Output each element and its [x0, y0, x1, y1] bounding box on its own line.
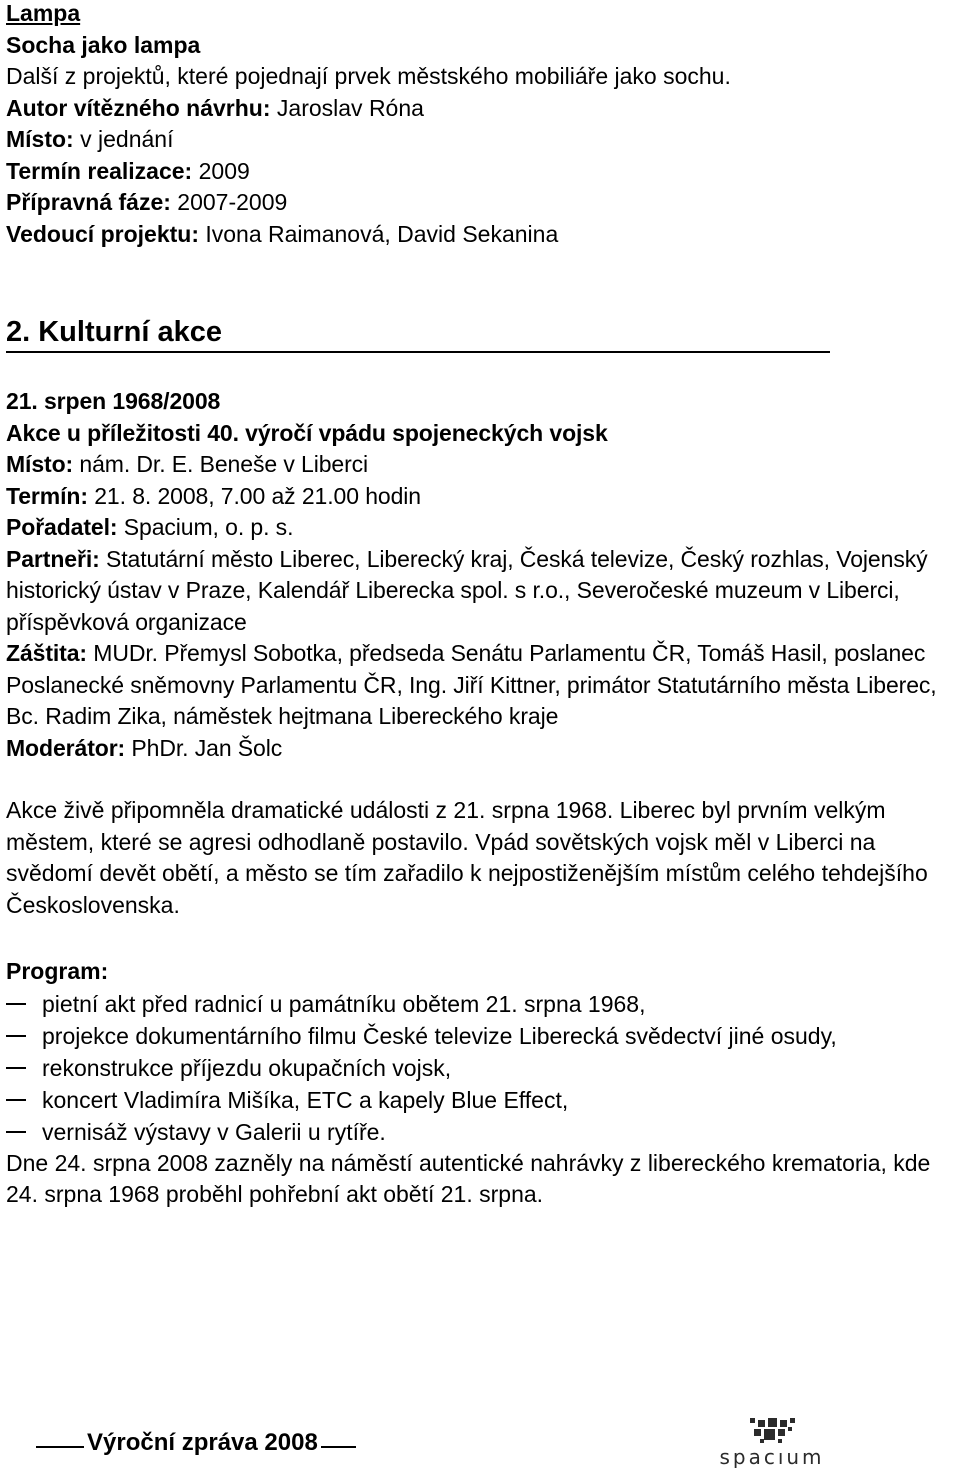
event-time-value: 21. 8. 2008, 7.00 až 21.00 hodin: [87, 482, 421, 509]
info-value: v jednání: [73, 126, 174, 152]
program-item: [6, 988, 951, 1020]
event-partners: [6, 544, 951, 639]
event-occasion: Akce u příležitosti 40. výročí vpádu spojeneckých vojsk: [6, 419, 608, 446]
event-partners-label: Partneři:: [6, 545, 100, 572]
event-time-label: Termín:: [6, 482, 88, 509]
lampa-intro: Další z projektů, které pojednají prvek městského mobiliáře jako sochu.: [6, 63, 731, 89]
program-item-text: rekonstrukce příjezdu okupačních vojsk,: [42, 1054, 452, 1081]
footer-report-title: Výroční zpráva 2008: [84, 1428, 321, 1458]
program-block: [6, 956, 951, 1211]
dash-bullet-icon: [6, 1003, 26, 1005]
event-patronage-value: MUDr. Přemysl Sobotka, předseda Senátu Parlamentu ČR, Tomáš Hasil, poslanec Poslanecké sněmovny Parlamentu ČR, Ing. Jiří Kittner, primátor Statutárního města Liberec, Bc. Radim Zika, náměstek hejtmana Libereckého kraje: [6, 640, 937, 729]
info-row-place: [6, 124, 956, 156]
event-place-value: nám. Dr. E. Beneše v Liberci: [73, 451, 369, 477]
info-row-preparation: [6, 187, 956, 219]
info-value: Jaroslav Róna: [270, 94, 424, 121]
event-moderator: [6, 733, 951, 765]
program-closing: Dne 24. srpna 2008 zazněly na náměstí autentické nahrávky z libereckého krematoria, kde 24. srpna 1968 proběhl pohřební akt obětí 21. srpna.: [6, 1149, 931, 1207]
info-row-realization: [6, 156, 956, 188]
info-value: 2007-2009: [170, 189, 288, 215]
spacium-logo-icon: [700, 1418, 845, 1468]
event-description: Akce živě připomněla dramatické události z 21. srpna 1968. Liberec byl prvním velkým městem, které se agresi odhodlaně postavilo. Vpád sovětských vojsk měl v Liberci na svědomí devět obětí, a město se tím zařadilo k nejpostiženějším místům celého tehdejšího Československa.: [6, 797, 928, 918]
info-row-leader: [6, 219, 956, 251]
event-moderator-value: PhDr. Jan Šolc: [125, 734, 283, 761]
program-item: [6, 1020, 951, 1052]
event-place: [6, 449, 951, 481]
lampa-heading: Lampa: [6, 0, 81, 26]
event-date-title: 21. srpen 1968/2008: [6, 388, 221, 414]
dash-bullet-icon: [6, 1067, 26, 1069]
event-place-label: Místo:: [6, 451, 74, 477]
program-item: [6, 1116, 951, 1148]
event-organizer: [6, 512, 951, 544]
program-item-text: pietní akt před radnicí u památníku obětem 21. srpna 1968,: [42, 990, 646, 1017]
info-value: Ivona Raimanová, David Sekanina: [198, 220, 559, 247]
logo-text: spacıum: [719, 1445, 825, 1468]
info-label: Přípravná fáze:: [6, 189, 171, 215]
program-item-text: koncert Vladimíra Mišíka, ETC a kapely Blue Effect,: [42, 1086, 569, 1113]
page-footer: [0, 1418, 960, 1468]
event-moderator-label: Moderátor:: [6, 734, 126, 761]
program-item: [6, 1052, 951, 1084]
dash-bullet-icon: [6, 1099, 26, 1101]
program-item-text: projekce dokumentárního filmu České televize Liberecká svědectví jiné osudy,: [42, 1022, 837, 1049]
program-item: [6, 1084, 951, 1116]
info-row-author: [6, 93, 956, 125]
program-item-text: vernisáž výstavy v Galerii u rytíře.: [42, 1118, 386, 1145]
event-organizer-label: Pořadatel:: [6, 514, 118, 540]
info-value: 2009: [192, 157, 250, 184]
event-patronage: [6, 638, 951, 733]
event-time: [6, 481, 951, 513]
dash-bullet-icon: [6, 1131, 26, 1133]
event-organizer-value: Spacium, o. p. s.: [117, 514, 294, 540]
info-label: Vedoucí projektu:: [6, 220, 199, 247]
info-label: Termín realizace:: [6, 157, 193, 184]
document-page: [6, 0, 956, 1207]
program-title: Program:: [6, 958, 109, 984]
event-patronage-label: Záštita:: [6, 640, 87, 666]
dash-bullet-icon: [6, 1035, 26, 1037]
lampa-subtitle: Socha jako lampa: [6, 31, 201, 58]
event-block: [6, 386, 951, 764]
event-partners-value: Statutární město Liberec, Liberecký kraj, Česká televize, Český rozhlas, Vojenský historický ústav v Praze, Kalendář Liberecka spol. s r.o., Severočeské muzeum v Liberci, příspěvková organizace: [6, 545, 928, 635]
section-heading: 2. Kulturní akce: [6, 313, 830, 353]
info-label: Místo:: [6, 126, 74, 152]
info-label: Autor vítězného návrhu:: [6, 94, 271, 121]
